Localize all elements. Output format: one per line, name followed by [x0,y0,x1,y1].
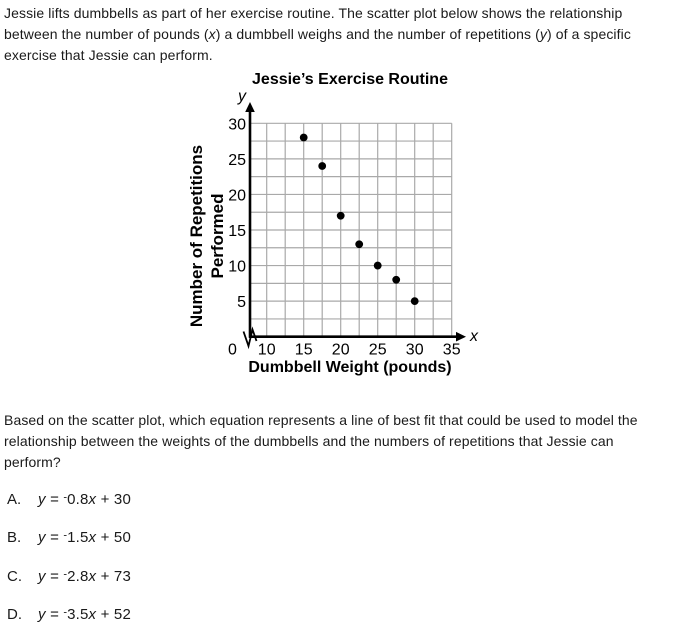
y-axis-title-line2: Performed [208,193,227,279]
negative-sign: - [63,568,68,580]
y-axis-arrow [245,102,255,112]
choice-equation: y = -3.5x + 52 [38,606,132,623]
answer-choices [7,487,131,623]
question-paragraph: Based on the scatter plot, which equation represents a line of best fit that could be used to model the relationship between the weights of the dumbbells and the numbers of repetitions that Jessie can perform? [4,412,638,470]
origin-label: 0 [228,341,237,359]
y-axis-title-line1: Number of Repetitions [187,144,206,328]
intro-text-3: ) of a specific exercise that Jessie can perform. [4,26,631,63]
data-point [300,134,308,142]
answer-choice-b [7,526,131,549]
choice-equation: y = -2.8x + 73 [38,567,132,585]
choice-letter: B. [7,529,22,546]
chart-title: Jessie’s Exercise Routine [252,71,448,88]
choice-equation: y = -0.8x + 30 [38,490,132,508]
intro-text-2: ) a dumbbell weighs and the number of repetitions ( [215,26,540,42]
data-point [337,212,345,220]
y-tick-label: 15 [228,223,246,240]
y-tick-label: 10 [228,258,246,276]
y-axis-letter: y [238,88,246,105]
choice-letter: C. [7,567,22,585]
data-point [318,162,326,170]
answer-choice-d [7,603,131,623]
x-axis-arrow [456,332,466,342]
intro-text-1: Jessie lifts dumbbells as part of her exercise routine. The scatter plot below shows the relationship between the number of pounds ( [4,5,623,42]
x-axis-letter: x [470,328,478,345]
x-tick-label: 15 [294,341,313,359]
answer-choice-c [7,564,131,587]
intro-var-x: x [208,26,216,42]
x-tick-label: 10 [257,341,276,359]
answer-choice-a [7,487,131,510]
intro-var-y: y [539,26,547,42]
choice-letter: D. [7,606,22,623]
y-tick-label: 25 [228,151,246,169]
x-tick-label: 25 [368,341,387,359]
y-tick-label: 5 [237,294,246,312]
x-tick-label: 30 [405,341,424,359]
data-point [392,276,400,284]
x-axis-title: Dumbbell Weight (pounds) [248,359,452,376]
x-tick-label: 35 [442,341,461,359]
data-point [374,262,382,270]
choice-equation: y = -1.5x + 50 [38,529,132,546]
data-point [355,240,363,248]
y-tick-label: 20 [228,187,246,205]
choice-letter: A. [7,490,22,508]
data-point [411,297,419,305]
negative-sign: - [63,491,68,503]
y-tick-label: 30 [228,116,246,134]
x-tick-label: 20 [331,341,350,359]
negative-sign: - [63,606,68,619]
negative-sign: - [63,529,68,542]
